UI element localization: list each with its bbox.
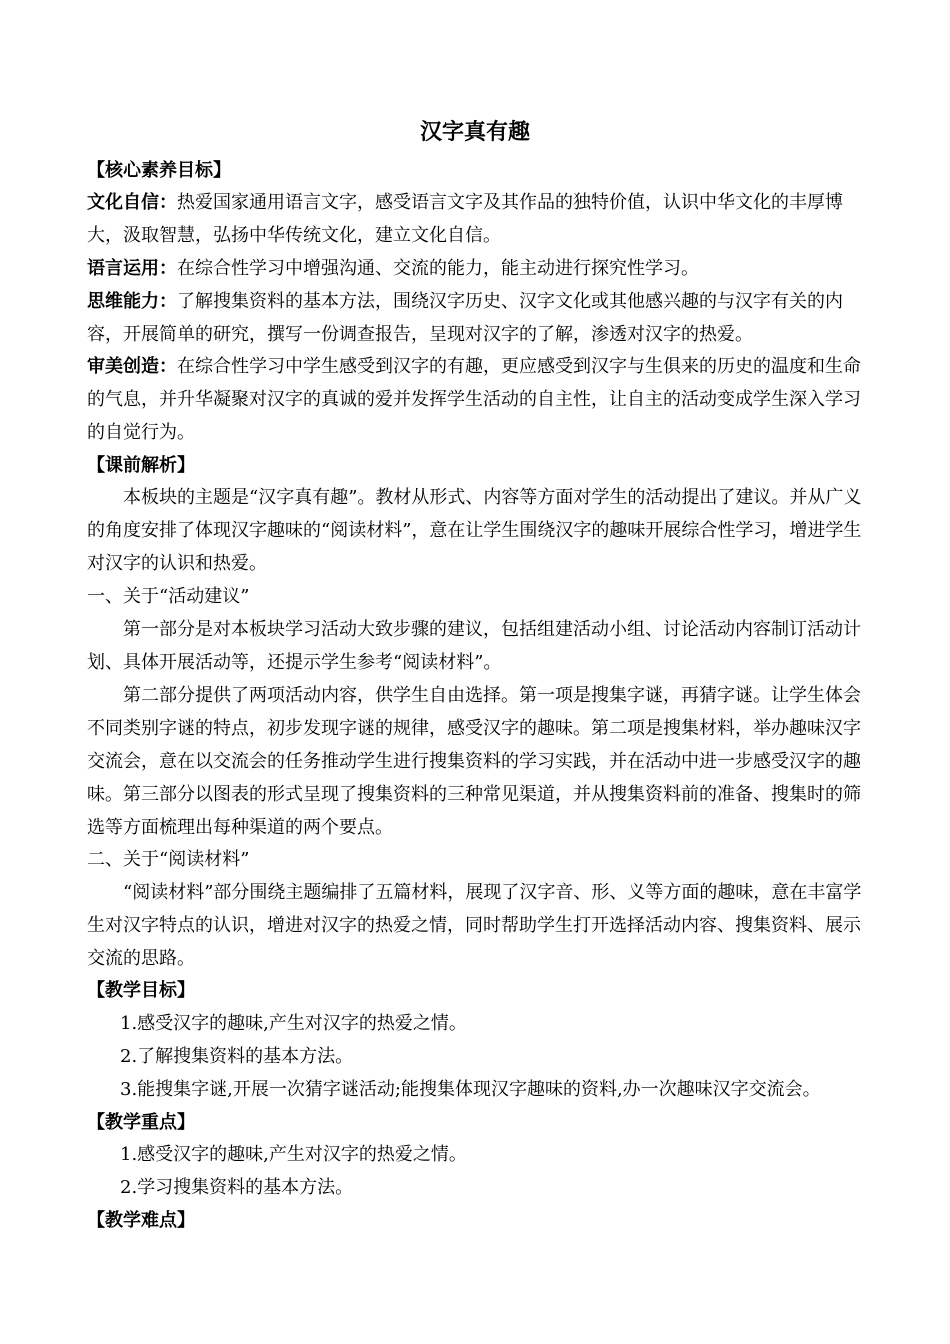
core-item-label: 文化自信： bbox=[87, 192, 177, 213]
teaching-focus-item: 2.学习搜集资料的基本方法。 bbox=[120, 1177, 354, 1198]
core-item-language bbox=[87, 252, 867, 285]
section1-paragraph-2: 第二部分提供了两项活动内容，供学生自由选择。第一项是搜集字谜，再猜字谜。让学生体会不同类别字谜的特点，初步发现字谜的规律，感受汉字的趣味。第二项是搜集材料，举办趣味汉字交流会，意在以交流会的任务推动学生进行搜集资料的学习实践，并在活动中进一步感受汉字的趣味。第三部分以图表的形式呈现了搜集资料的三种常见渠道，并从搜集资料前的准备、搜集时的筛选等方面梳理出每种渠道的两个要点。 bbox=[87, 685, 861, 838]
teaching-focus-item: 1.感受汉字的趣味,产生对汉字的热爱之情。 bbox=[120, 1144, 467, 1165]
teaching-goal-item: 1.感受汉字的趣味,产生对汉字的热爱之情。 bbox=[120, 1013, 467, 1034]
analysis-header: 【课前解析】 bbox=[87, 455, 195, 476]
section1-paragraph-1: 第一部分是对本板块学习活动大致步骤的建议，包括组建活动小组、讨论活动内容制订活动计划、具体开展活动等，还提示学生参考“阅读材料”。 bbox=[87, 619, 861, 673]
core-item-text: 了解搜集资料的基本方法，围绕汉字历史、汉字文化或其他感兴趣的与汉字有关的内容，开展简单的研究，撰写一份调查报告，呈现对汉字的了解，渗透对汉字的热爱。 bbox=[87, 291, 843, 345]
analysis-intro: 本板块的主题是“汉字真有趣”。教材从形式、内容等方面对学生的活动提出了建议。并从广义的角度安排了体现汉字趣味的“阅读材料”，意在让学生围绕汉字的趣味开展综合性学习，增进学生对汉字的认识和热爱。 bbox=[87, 487, 862, 574]
core-item-aesthetic bbox=[87, 350, 867, 449]
core-goals-header: 【核心素养目标】 bbox=[87, 160, 231, 181]
page-title: 汉字真有趣 bbox=[419, 119, 530, 145]
core-item-text: 热爱国家通用语言文字，感受语言文字及其作品的独特价值，认识中华文化的丰厚博大，汲取智慧，弘扬中华传统文化，建立文化自信。 bbox=[87, 192, 843, 246]
section2-paragraph-1: “阅读材料”部分围绕主题编排了五篇材料，展现了汉字音、形、义等方面的趣味，意在丰富学生对汉字特点的认识，增进对汉字的热爱之情，同时帮助学生打开选择活动内容、搜集资料、展示交流的思路。 bbox=[87, 882, 862, 969]
teaching-goals-header: 【教学目标】 bbox=[87, 980, 195, 1001]
teaching-goal-item: 2.了解搜集资料的基本方法。 bbox=[120, 1046, 354, 1067]
core-item-thinking bbox=[87, 285, 867, 351]
core-item-label: 审美创造： bbox=[87, 356, 177, 377]
core-item-text: 在综合性学习中学生感受到汉字的有趣，更应感受到汉字与生俱来的历史的温度和生命的气息，并升华凝聚对汉字的真诚的爱并发挥学生活动的自主性，让自主的活动变成学生深入学习的自觉行为。 bbox=[87, 356, 861, 443]
teaching-goal-item: 3.能搜集字谜,开展一次猜字谜活动;能搜集体现汉字趣味的资料,办一次趣味汉字交流会。 bbox=[120, 1079, 821, 1100]
core-item-label: 思维能力： bbox=[87, 291, 177, 312]
teaching-focus-header: 【教学重点】 bbox=[87, 1112, 195, 1133]
core-item-text: 在综合性学习中增强沟通、交流的能力，能主动进行探究性学习。 bbox=[177, 258, 699, 279]
core-item-culture bbox=[87, 186, 867, 252]
section2-title: 二、关于“阅读材料” bbox=[87, 849, 250, 870]
core-item-label: 语言运用： bbox=[87, 258, 177, 279]
teaching-difficulty-header: 【教学难点】 bbox=[87, 1210, 195, 1231]
section1-title: 一、关于“活动建议” bbox=[87, 586, 250, 607]
